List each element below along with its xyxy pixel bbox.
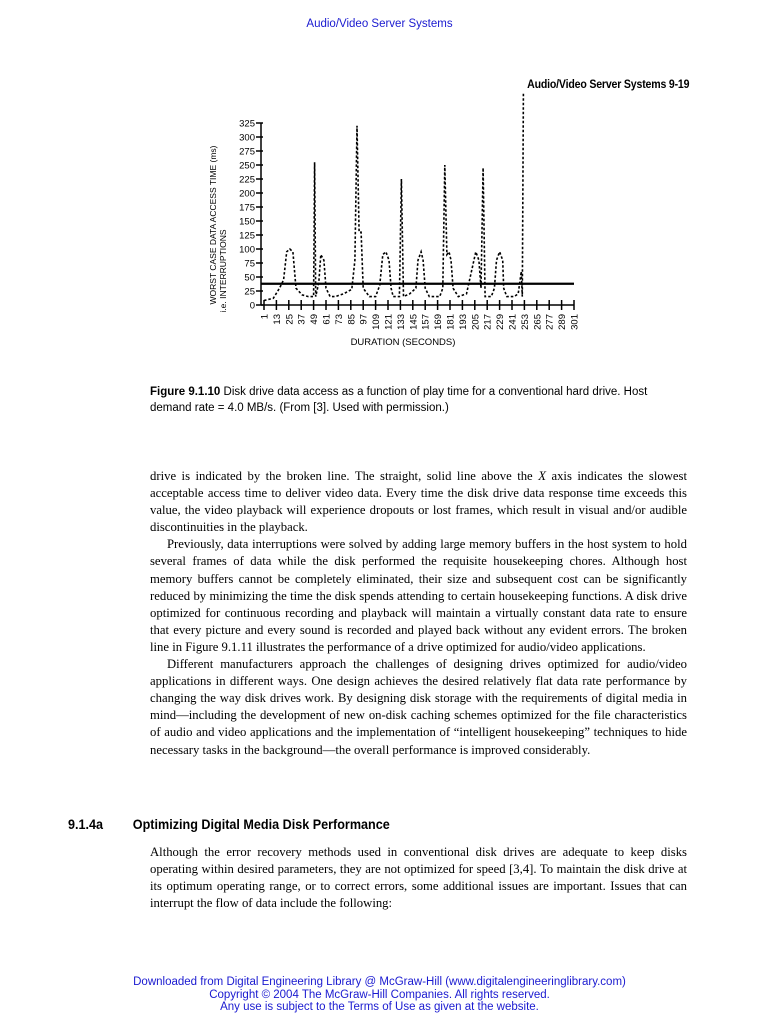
x-tick-label: 193 <box>457 314 469 330</box>
y-tick-label: 300 <box>239 132 255 144</box>
figure-caption <box>150 384 690 416</box>
y-tick-label: 75 <box>244 258 255 270</box>
section-heading <box>68 816 626 832</box>
x-tick-label: 169 <box>433 314 445 330</box>
y-tick-label: 125 <box>239 230 255 242</box>
y-tick-label: 25 <box>244 286 255 298</box>
x-tick-label: 121 <box>383 314 395 330</box>
x-tick-label: 13 <box>271 314 283 325</box>
y-tick-label: 325 <box>239 118 255 130</box>
x-tick-label: 277 <box>544 314 556 330</box>
x-tick-label: 49 <box>309 314 321 325</box>
section-paragraph-1: Although the error recovery methods used in conventional disk drives are adequate to keep disks operating within desired parameters, they are not optimized for speed [3,4]. To maintain the disk drive at its optimum operating range, or to correct errors, some additional issues are important. Issues that can interrupt the flow of data include the following: <box>150 845 687 911</box>
y-tick-label: 50 <box>244 272 255 284</box>
x-tick-label: 61 <box>321 314 333 325</box>
x-tick-label: 157 <box>420 314 432 330</box>
y-tick-label: 200 <box>239 188 255 200</box>
footer-line-2: Copyright © 2004 The McGraw-Hill Companies. All rights reserved. <box>209 988 550 1001</box>
y-axis-label: WORST CASE DATA ACCESS TIME (ms) <box>208 145 218 305</box>
paragraph-3: Different manufacturers approach the challenges of designing drives optimized for audio/video applications in different ways. One design achieves the desired relatively flat data rate performance by changing the way disk drives work. By designing disk storage with the requirements of digital media in mind—including the development of new on-disk caching schemes optimized for the file characteristics of audio and video applications and the implementation of “intelligent housekeeping” techniques to hide necessary tasks in the background—the overall performance is improved considerably. <box>150 657 687 757</box>
x-tick-label: 265 <box>532 314 544 330</box>
y-tick-label: 250 <box>239 160 255 172</box>
figure-chart <box>200 118 590 355</box>
figure-caption-text: Disk drive data access as a function of play time for a conventional hard drive. Host demand rate = 4.0 MB/s. (From [3]. Used with permission.) <box>150 386 648 414</box>
x-tick-label: 1 <box>259 314 271 320</box>
y-tick-label: 0 <box>249 300 255 312</box>
body-text <box>150 468 687 759</box>
x-tick-label: 25 <box>284 314 296 325</box>
x-tick-label: 37 <box>296 314 308 325</box>
section-number: 9.1.4a <box>68 816 104 832</box>
x-tick-label: 229 <box>495 314 507 330</box>
y-axis-label-secondary: i.e. INTERRUPTIONS <box>218 229 228 313</box>
running-head: Audio/Video Server Systems 9-19 <box>526 77 689 91</box>
paragraph-1-x: X <box>538 469 546 483</box>
access-time-series <box>264 92 523 300</box>
x-tick-label: 73 <box>333 314 345 325</box>
section-title: Optimizing Digital Media Disk Performance <box>132 816 390 832</box>
y-tick-label: 175 <box>239 202 255 214</box>
y-tick-label: 150 <box>239 216 255 228</box>
x-tick-label: 97 <box>358 314 370 325</box>
y-tick-label: 225 <box>239 174 255 186</box>
footer-line-3: Any use is subject to the Terms of Use as given at the website. <box>220 1001 539 1013</box>
footer[interactable] <box>0 976 759 1014</box>
x-tick-label: 109 <box>371 314 383 330</box>
y-tick-label: 275 <box>239 146 255 158</box>
x-tick-label: 253 <box>519 314 531 330</box>
x-tick-label: 301 <box>569 314 581 330</box>
footer-line-1[interactable]: Downloaded from Digital Engineering Library @ McGraw-Hill (www.digitalengineeringlibrary.com) <box>133 976 626 988</box>
paragraph-1-before: drive is indicated by the broken line. The straight, solid line above the <box>150 469 539 483</box>
x-axis-label: DURATION (SECONDS) <box>350 337 456 348</box>
x-tick-label: 85 <box>346 314 358 325</box>
figure-caption-label: Figure 9.1.10 <box>150 386 221 398</box>
paragraph-1-after: axis indicates the slowest acceptable access time to deliver video data. Every time the disk drive data response time exceeds this value, the video playback will experience dropouts or lost frames, which result in visual and/or audible discontinuities in the playback. <box>150 469 687 535</box>
y-tick-label: 100 <box>239 244 255 256</box>
x-tick-label: 145 <box>408 314 420 330</box>
x-tick-label: 133 <box>395 314 407 330</box>
x-tick-label: 241 <box>507 314 519 330</box>
x-tick-label: 205 <box>470 314 482 330</box>
x-tick-label: 217 <box>482 314 494 330</box>
x-tick-label: 289 <box>557 314 569 330</box>
paragraph-1 <box>150 468 687 536</box>
section-body <box>150 844 687 912</box>
paragraph-2: Previously, data interruptions were solved by adding large memory buffers in the host system to hold several frames of data while the disk performed the requisite housekeeping chores. Although host memory buffers cannot be completely eliminated, their size and subsequent cost can be significantly reduced by minimizing the time the disk spends attending to certain housekeeping functions. A disk drive optimized for continuous recording and playback will maintain a virtually constant data rate to ensure that every picture and every sound is recorded and played back without any evident errors. The broken line in Figure 9.1.11 illustrates the performance of a drive optimized for audio/video applications. <box>150 537 687 654</box>
top-link[interactable]: Audio/Video Server Systems <box>306 18 453 30</box>
x-tick-label: 181 <box>445 314 457 330</box>
